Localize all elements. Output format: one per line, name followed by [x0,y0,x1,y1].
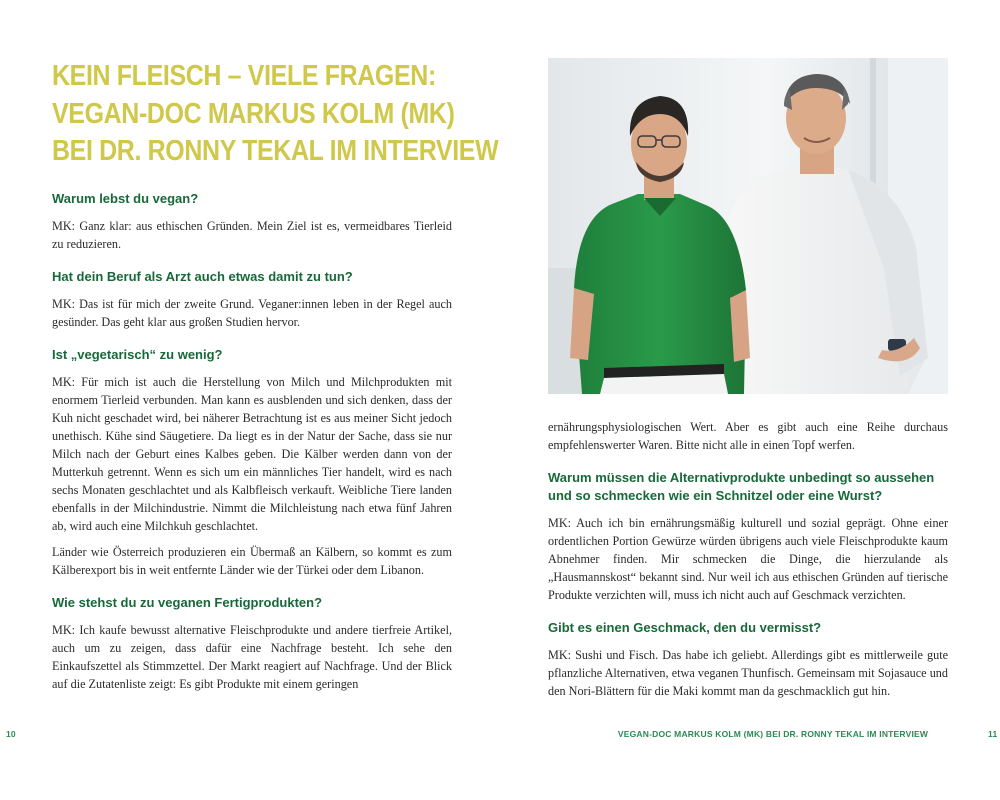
article-title [52,58,499,171]
right-page [500,0,1000,800]
interview-answer-continued: ernährungsphysiologischen Wert. Aber es gibt auch eine Reihe durchaus empfehlenswerter Waren. Bitte nicht alle in einen Topf werfen. [548,420,948,452]
interview-photo [548,58,948,394]
interview-answer: MK: Für mich ist auch die Herstellung von Milch und Milchprodukten mit enormem Tierleid verbunden. Man kann es ausblenden und sich denken, dass der Kuh nicht geschadet wird, bei näherer Betrachtung ist es aus meiner Sicht jedoch unethisch. Kühe sind Säugetiere. Da liegt es in der Natur der Sache, dass sie nur Milch nach der Geburt eines Kalbes geben. Die Kälber werden dann von der Mutterkuh getrennt. Wenn es sich um ein männliches Tier handelt, wird es nach sechs Monaten geschlachtet und als Kalbfleisch verkauft. Weibliche Tiere landen ebenfalls in der Milchindustrie. Nimmt die Milchleistung nach etwa fünf Jahren ab, wird auch eine Milchkuh geschlachtet. [52,375,452,533]
interview-question: Warum lebst du vegan? [52,191,199,206]
interview-question: Hat dein Beruf als Arzt auch etwas damit zu tun? [52,269,353,284]
two-men-photo-illustration [548,58,948,394]
interview-answer: MK: Ich kaufe bewusst alternative Fleischprodukte und andere tierfreie Artikel, auch um zu zeigen, dass dafür eine Nachfrage besteht. Ich sehe den Einkaufszettel als Stimmzettel. Der Markt reagiert auf Nachfrage. Und der Blick auf die Zutatenliste zeigt: Es gibt Produkte mit einem geringen [52,623,452,691]
interview-question: Wie stehst du zu veganen Fertigprodukten? [52,595,323,610]
left-column [52,190,452,708]
interview-answer: MK: Auch ich bin ernährungsmäßig kulturell und sozial geprägt. Ohne einer ordentlichen Portion Gewürze würden übrigens auch viele Fleischprodukte kaum Abnehmer finden. Mir schmecken die Dinge, die hierzulande als „Hausmannskost“ bekannt sind. Nur weil ich aus ethischen Gründen auf tierische Produkte verzichten will, muss ich nicht auch auf Geschmack verzichten. [548,516,948,602]
interview-answer: Länder wie Österreich produzieren ein Übermaß an Kälbern, so kommt es zum Kälberexport bis in weit entfernte Länder wie der Türkei oder dem Libanon. [52,545,452,577]
title-line: KEIN FLEISCH – VIELE FRAGEN: [52,60,436,92]
interview-question: Ist „vegetarisch“ zu wenig? [52,347,223,362]
page-number-right: 11 [988,729,998,739]
title-line: VEGAN-DOC MARKUS KOLM (MK) [52,97,455,130]
right-column [548,418,948,715]
interview-question: Gibt es einen Geschmack, den du vermisst? [548,620,822,635]
title-line: BEI DR. RONNY TEKAL IM INTERVIEW [52,135,499,167]
running-title: VEGAN-DOC MARKUS KOLM (MK) BEI DR. RONNY TEKAL IM INTERVIEW [617,729,929,739]
interview-question: Warum müssen die Alternativprodukte unbedingt so aussehen und so schmecken wie ein Schnitzel oder eine Wurst? [548,470,935,503]
interview-answer: MK: Ganz klar: aus ethischen Gründen. Mein Ziel ist es, vermeidbares Tierleid zu reduzieren. [52,219,452,251]
interview-answer: MK: Sushi und Fisch. Das habe ich geliebt. Allerdings gibt es mittlerweile gute pflanzliche Alternativen, etwa veganen Thunfisch. Gemeinsam mit Sojasauce und den Nori-Blättern für die Maki kommt man da geschmacklich gut hin. [548,648,948,698]
page-number-left: 10 [6,729,16,739]
interview-answer: MK: Das ist für mich der zweite Grund. Veganer:innen leben in der Regel auch gesünder. Das geht klar aus großen Studien hervor. [52,297,452,329]
